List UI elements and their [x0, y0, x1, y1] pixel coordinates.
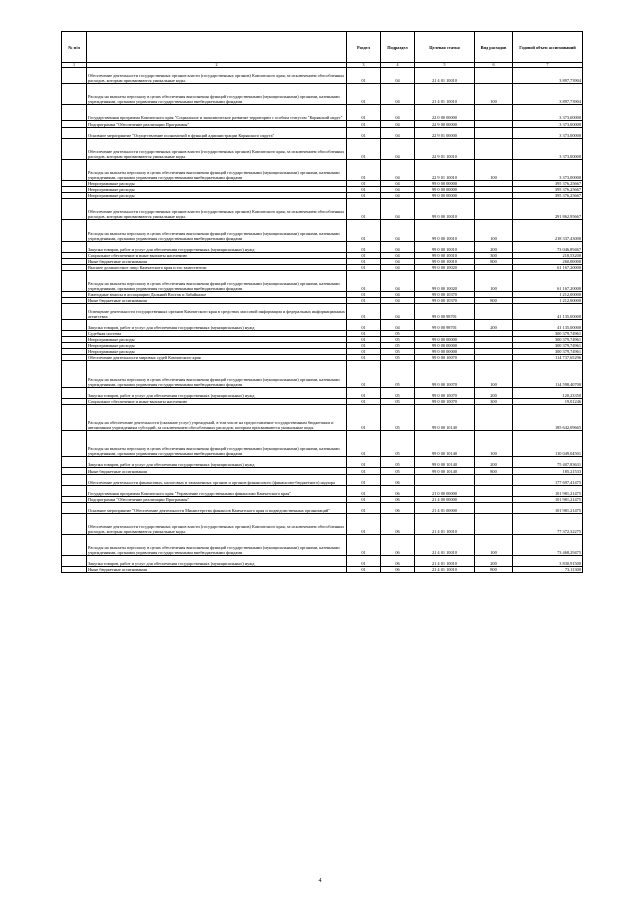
table-row: [62, 220, 583, 241]
row-expense-type: [475, 138, 513, 159]
row-expense-type: 100: [475, 431, 513, 457]
row-target-article: 99 0 00 00000: [415, 337, 475, 343]
row-podrazdel: 05: [381, 349, 415, 355]
row-target-article: 99 0 00 98701: [415, 320, 475, 331]
table-row: [62, 199, 583, 220]
row-expense-type: 800: [475, 567, 513, 573]
row-expense-type: 100: [475, 220, 513, 241]
row-name: Подпрограмма "Обеспечение реализации Программы": [87, 121, 347, 127]
row-target-article: 99 0 00 10020: [415, 270, 475, 291]
row-razdel: 01: [347, 331, 381, 337]
row-amount: 77 372,32275: [513, 513, 583, 534]
num-cell: [62, 105, 87, 121]
row-name: Непрограммные расходы: [87, 349, 347, 355]
row-podrazdel: 04: [381, 258, 415, 264]
row-amount: 395 376,25667: [513, 193, 583, 199]
row-razdel: 01: [347, 297, 381, 303]
row-razdel: 01: [347, 258, 381, 264]
row-target-article: 21 4 01 10010: [415, 68, 475, 84]
row-amount: 300 379,74961: [513, 349, 583, 355]
row-podrazdel: 05: [381, 331, 415, 337]
row-podrazdel: 06: [381, 502, 415, 513]
row-amount: 101 981,21475: [513, 502, 583, 513]
table-header: [62, 32, 583, 68]
row-name: Подпрограмма "Обеспечение реализации Программы": [87, 496, 347, 502]
row-target-article: 21 4 01 10010: [415, 567, 475, 573]
row-expense-type: 800: [475, 297, 513, 303]
row-target-article: 22 9 01 10010: [415, 138, 475, 159]
num-cell: [62, 535, 87, 556]
row-expense-type: 200: [475, 556, 513, 567]
row-target-article: 22 0 00 00000: [415, 105, 475, 121]
row-razdel: 01: [347, 252, 381, 258]
row-razdel: 01: [347, 502, 381, 513]
row-razdel: 01: [347, 457, 381, 468]
table-row: [62, 502, 583, 513]
row-name: Ежегодные взносы в ассоциацию Дальний Восток и Забайкалье: [87, 291, 347, 297]
header-podrazdel: Подраздел: [381, 32, 415, 63]
num-cell: [62, 361, 87, 387]
row-amount: 218 337,43000: [513, 220, 583, 241]
row-expense-type: 200: [475, 320, 513, 331]
row-name: Закупка товаров, работ и услуг для обеспечения государственных (муниципальных) нужд: [87, 320, 347, 331]
row-expense-type: 200: [475, 387, 513, 398]
row-target-article: 22 9 01 00000: [415, 127, 475, 138]
num-cell: [62, 159, 87, 180]
row-podrazdel: 04: [381, 105, 415, 121]
column-number: 3: [347, 63, 381, 68]
row-razdel: 01: [347, 193, 381, 199]
row-expense-type: [475, 513, 513, 534]
row-amount: 1 212,00000: [513, 291, 583, 297]
row-amount: 3 373,00000: [513, 105, 583, 121]
row-target-article: 99 0 00 10370: [415, 297, 475, 303]
row-amount: 300 379,74961: [513, 343, 583, 349]
row-podrazdel: 04: [381, 220, 415, 241]
row-target-article: 99 0 00 10010: [415, 220, 475, 241]
row-razdel: 01: [347, 468, 381, 474]
row-target-article: 21 0 00 00000: [415, 485, 475, 496]
table-row: [62, 567, 583, 573]
row-podrazdel: 04: [381, 193, 415, 199]
row-target-article: 99 0 00 10140: [415, 431, 475, 457]
row-razdel: 01: [347, 387, 381, 398]
table-row: [62, 513, 583, 534]
row-expense-type: 100: [475, 535, 513, 556]
row-podrazdel: 06: [381, 485, 415, 496]
row-razdel: 01: [347, 68, 381, 84]
row-podrazdel: 04: [381, 180, 415, 186]
header-name: [87, 32, 347, 63]
row-name: Закупка товаров, работ и услуг для обеспечения государственных (муниципальных) нужд: [87, 457, 347, 468]
table-row: [62, 431, 583, 457]
row-razdel: 01: [347, 127, 381, 138]
row-target-article: 21 4 01 00000: [415, 502, 475, 513]
row-amount: 3 373,00000: [513, 121, 583, 127]
row-amount: 101 981,21475: [513, 496, 583, 502]
row-razdel: 01: [347, 496, 381, 502]
row-target-article: 22 9 00 00000: [415, 121, 475, 127]
table-row: [62, 68, 583, 84]
row-amount: 73 046,89467: [513, 241, 583, 252]
row-amount: 114 737,65296: [513, 355, 583, 361]
column-number: 4: [381, 63, 415, 68]
row-razdel: 01: [347, 291, 381, 297]
row-expense-type: [475, 474, 513, 485]
row-razdel: 01: [347, 220, 381, 241]
row-name: Расходы на выплаты персоналу в целях обеспечения выполнения функций государственными (муниципальными) органами, казенными учреждениями, органами управления государственными внебюджетными фондами: [87, 535, 347, 556]
row-amount: 75 407,83631: [513, 457, 583, 468]
table-row: [62, 556, 583, 567]
row-name: Расходы на выплаты персоналу в целях обеспечения выполнения функций государственными (муниципальными) органами, казенными учреждениями, органами управления государственными внебюджетными фондами: [87, 431, 347, 457]
row-amount: 218,53200: [513, 252, 583, 258]
num-cell: [62, 567, 87, 573]
row-target-article: 99 0 00 10020: [415, 264, 475, 270]
row-razdel: 01: [347, 337, 381, 343]
row-target-article: 99 0 00 00000: [415, 193, 475, 199]
row-podrazdel: 04: [381, 264, 415, 270]
row-target-article: 99 0 00 00000: [415, 180, 475, 186]
row-amount: 73,11300: [513, 567, 583, 573]
row-expense-type: 100: [475, 361, 513, 387]
row-razdel: 01: [347, 343, 381, 349]
row-podrazdel: 06: [381, 567, 415, 573]
row-target-article: 99 0 00 10070: [415, 387, 475, 398]
row-podrazdel: 05: [381, 404, 415, 430]
row-expense-type: 100: [475, 84, 513, 105]
row-razdel: 01: [347, 187, 381, 193]
row-podrazdel: 05: [381, 387, 415, 398]
row-name: Высшее должностное лицо Камчатского края и его заместители: [87, 264, 347, 270]
row-amount: 120,23350: [513, 387, 583, 398]
row-razdel: 01: [347, 431, 381, 457]
row-podrazdel: 05: [381, 457, 415, 468]
row-podrazdel: 04: [381, 320, 415, 331]
row-podrazdel: 04: [381, 291, 415, 297]
row-razdel: 01: [347, 485, 381, 496]
column-number: 6: [475, 63, 513, 68]
row-target-article: 99 0 00 10140: [415, 404, 475, 430]
row-amount: 101 981,21475: [513, 485, 583, 496]
row-razdel: 01: [347, 264, 381, 270]
num-cell: [62, 502, 87, 513]
row-podrazdel: 06: [381, 535, 415, 556]
row-expense-type: 200: [475, 241, 513, 252]
row-name: Государственная программа Камчатского края "Управление государственными финансами Камчатского края": [87, 485, 347, 496]
row-razdel: 01: [347, 474, 381, 485]
table-row: [62, 138, 583, 159]
row-name: Расходы на выплаты персоналу в целях обеспечения выполнения функций государственными (муниципальными) органами, казенными учреждениями, органами управления государственными внебюджетными фондами: [87, 84, 347, 105]
row-amount: 41 135,00000: [513, 320, 583, 331]
row-expense-type: 100: [475, 270, 513, 291]
row-amount: 3 373,00000: [513, 127, 583, 138]
row-amount: 177 697,41475: [513, 474, 583, 485]
row-target-article: 22 9 01 10010: [415, 159, 475, 180]
row-podrazdel: 04: [381, 84, 415, 105]
row-name: Расходы на выплаты персоналу в целях обеспечения выполнения функций государственными (муниципальными) органами, казенными учреждениями, органами управления государственными внебюджетными фондами: [87, 159, 347, 180]
num-cell: [62, 404, 87, 430]
table-body: [62, 68, 583, 573]
row-podrazdel: 04: [381, 159, 415, 180]
row-razdel: 01: [347, 159, 381, 180]
row-target-article: 21 4 01 10010: [415, 556, 475, 567]
num-cell: [62, 84, 87, 105]
row-name: Иные бюджетные ассигнования: [87, 468, 347, 474]
row-razdel: 01: [347, 84, 381, 105]
row-expense-type: 800: [475, 258, 513, 264]
row-expense-type: [475, 304, 513, 320]
num-cell: [62, 241, 87, 252]
row-podrazdel: 04: [381, 68, 415, 84]
table-row: [62, 474, 583, 485]
table-row: [62, 457, 583, 468]
row-expense-type: [475, 105, 513, 121]
row-amount: 1 212,00000: [513, 297, 583, 303]
row-podrazdel: 05: [381, 361, 415, 387]
row-razdel: 01: [347, 320, 381, 331]
row-name: Иные бюджетные ассигнования: [87, 258, 347, 264]
table-row: [62, 241, 583, 252]
num-cell: [62, 485, 87, 496]
row-expense-type: 800: [475, 468, 513, 474]
table-row: [62, 270, 583, 291]
row-razdel: 01: [347, 121, 381, 127]
table-row: [62, 304, 583, 320]
row-podrazdel: 04: [381, 121, 415, 127]
row-razdel: 01: [347, 513, 381, 534]
num-cell: [62, 387, 87, 398]
row-name: Обеспечение деятельности государственных органов власти (государственных органов) Камчатского края, за исключением обособленных расходов, которым присваиваются уникальные коды.: [87, 138, 347, 159]
row-razdel: 01: [347, 241, 381, 252]
row-name: Закупка товаров, работ и услуг для обеспечения государственных (муниципальных) нужд: [87, 556, 347, 567]
row-expense-type: [475, 404, 513, 430]
row-target-article: 21 4 00 00000: [415, 496, 475, 502]
row-podrazdel: 04: [381, 138, 415, 159]
header-expense-type: Вид расходов: [475, 32, 513, 63]
column-number: 2: [87, 63, 347, 68]
row-amount: 395 376,25667: [513, 180, 583, 186]
row-target-article: 99 0 00 00000: [415, 343, 475, 349]
row-amount: 3 897,73904: [513, 68, 583, 84]
row-razdel: 01: [347, 567, 381, 573]
row-razdel: 01: [347, 355, 381, 361]
page-number: 4: [318, 878, 322, 884]
row-target-article: 99 0 00 10140: [415, 457, 475, 468]
row-razdel: 01: [347, 349, 381, 355]
table-row: [62, 105, 583, 121]
row-target-article: 99 0 00 10370: [415, 291, 475, 297]
row-name: Непрограммные расходы: [87, 180, 347, 186]
row-amount: 3 373,00000: [513, 159, 583, 180]
row-name: Непрограммные расходы: [87, 337, 347, 343]
row-expense-type: [475, 68, 513, 84]
num-cell: [62, 320, 87, 331]
row-podrazdel: 04: [381, 127, 415, 138]
row-podrazdel: 04: [381, 241, 415, 252]
num-cell: [62, 304, 87, 320]
row-name: Социальное обеспечение и иные выплаты населению: [87, 398, 347, 404]
row-expense-type: [475, 502, 513, 513]
row-podrazdel: 06: [381, 474, 415, 485]
row-razdel: 01: [347, 535, 381, 556]
header-annual-amount: Годовой объем ассигнований: [513, 32, 583, 63]
row-name: Иные бюджетные ассигнования: [87, 567, 347, 573]
row-name: Государственная программа Камчатского края "Социальное и экономическое развитие территории с особым статусом "Корякский округ": [87, 105, 347, 121]
row-podrazdel: 06: [381, 556, 415, 567]
row-name: Расходы на выплаты персоналу в целях обеспечения выполнения функций государственными (муниципальными) органами, казенными учреждениями, органами управления государственными внебюджетными фондами: [87, 361, 347, 387]
row-name: Расходы на обеспечение деятельности (оказание услуг) учреждений, в том числе на предоставление государственным бюджетным и автономным учреждениям субсидий, за исключением обособленных расходов, которым присваиваются уникальные коды.: [87, 404, 347, 430]
row-target-article: 21 4 01 10010: [415, 84, 475, 105]
row-target-article: 99 0 00 10010: [415, 258, 475, 264]
row-target-article: 21 4 01 10010: [415, 535, 475, 556]
row-amount: 3 830,91500: [513, 556, 583, 567]
table-row: [62, 387, 583, 398]
row-expense-type: [475, 485, 513, 496]
table-row: [62, 485, 583, 496]
table-row: [62, 361, 583, 387]
row-name: Закупка товаров, работ и услуг для обеспечения государственных (муниципальных) нужд: [87, 387, 347, 398]
column-number: 1: [62, 63, 87, 68]
row-target-article: 99 0 00 10070: [415, 398, 475, 404]
row-amount: 61 167,20000: [513, 264, 583, 270]
row-razdel: 01: [347, 270, 381, 291]
row-name: Судебная система: [87, 331, 347, 337]
row-expense-type: 100: [475, 159, 513, 180]
row-razdel: 01: [347, 556, 381, 567]
num-cell: [62, 431, 87, 457]
table-row: [62, 127, 583, 138]
table-row: [62, 320, 583, 331]
table-row: [62, 535, 583, 556]
num-cell: [62, 556, 87, 567]
row-target-article: 99 0 00 10010: [415, 241, 475, 252]
num-cell: [62, 127, 87, 138]
row-amount: 291 862,95667: [513, 199, 583, 220]
table-row: [62, 404, 583, 430]
row-name: Обеспечение деятельности государственных органов власти (государственных органов) Камчатского края, за исключением обособленных расходов, которым присваиваются уникальные коды.: [87, 199, 347, 220]
row-name: Обеспечение деятельности мировых судей Камчатского края: [87, 355, 347, 361]
num-cell: [62, 474, 87, 485]
row-amount: 114 598,40700: [513, 361, 583, 387]
row-razdel: 01: [347, 404, 381, 430]
num-cell: [62, 457, 87, 468]
row-name: Обеспечение деятельности государственных органов власти (государственных органов) Камчатского края, за исключением обособленных расходов, которым присваиваются уникальные коды.: [87, 513, 347, 534]
num-cell: [62, 138, 87, 159]
row-podrazdel: 05: [381, 468, 415, 474]
budget-table: [61, 31, 583, 573]
row-name: Расходы на выплаты персоналу в целях обеспечения выполнения функций государственными (муниципальными) органами, казенными учреждениями, органами управления государственными внебюджетными фондами: [87, 220, 347, 241]
row-expense-type: [475, 127, 513, 138]
table-row: [62, 84, 583, 105]
row-razdel: 01: [347, 398, 381, 404]
row-target-article: 99 0 00 10010: [415, 199, 475, 220]
row-name: Социальное обеспечение и иные выплаты населению: [87, 252, 347, 258]
row-target-article: 99 0 00 00000: [415, 187, 475, 193]
row-razdel: 01: [347, 199, 381, 220]
row-target-article: 99 0 00 00000: [415, 349, 475, 355]
row-amount: 185,21533: [513, 468, 583, 474]
row-podrazdel: 05: [381, 431, 415, 457]
row-name: Обеспечение деятельности государственных органов власти (государственных органов) Камчатского края, за исключением обособленных расходов, которым присваиваются уникальные коды.: [87, 68, 347, 84]
row-amount: 185 642,09665: [513, 404, 583, 430]
row-amount: 110 049,04501: [513, 431, 583, 457]
row-razdel: 01: [347, 105, 381, 121]
column-number: 7: [513, 63, 583, 68]
row-podrazdel: 06: [381, 513, 415, 534]
row-podrazdel: 04: [381, 199, 415, 220]
row-razdel: 01: [347, 138, 381, 159]
row-amount: 73 468,29475: [513, 535, 583, 556]
table-row: [62, 159, 583, 180]
row-expense-type: 300: [475, 252, 513, 258]
num-cell: [62, 199, 87, 220]
row-amount: 3 373,00000: [513, 138, 583, 159]
row-name: Освещение деятельности государственных органов Камчатского края в средствах массовой информации и федеральных информационных агентствах: [87, 304, 347, 320]
row-podrazdel: 06: [381, 496, 415, 502]
row-podrazdel: 05: [381, 398, 415, 404]
row-amount: 61 167,20000: [513, 270, 583, 291]
row-amount: 260,00000: [513, 258, 583, 264]
row-target-article: [415, 474, 475, 485]
row-podrazdel: 05: [381, 355, 415, 361]
row-amount: 19,01246: [513, 398, 583, 404]
row-podrazdel: 04: [381, 304, 415, 320]
row-podrazdel: 04: [381, 297, 415, 303]
row-expense-type: [475, 199, 513, 220]
row-name: Расходы на выплаты персоналу в целях обеспечения выполнения функций государственными (муниципальными) органами, казенными учреждениями, органами управления государственными внебюджетными фондами: [87, 270, 347, 291]
row-podrazdel: 04: [381, 252, 415, 258]
row-podrazdel: 04: [381, 270, 415, 291]
row-expense-type: 300: [475, 398, 513, 404]
row-target-article: 21 4 01 10010: [415, 513, 475, 534]
row-amount: 300 379,74961: [513, 331, 583, 337]
num-cell: [62, 513, 87, 534]
num-cell: [62, 220, 87, 241]
row-target-article: 99 0 00 10010: [415, 252, 475, 258]
row-podrazdel: 05: [381, 337, 415, 343]
num-cell: [62, 68, 87, 84]
row-razdel: 01: [347, 180, 381, 186]
row-name: Закупка товаров, работ и услуг для обеспечения государственных (муниципальных) нужд: [87, 241, 347, 252]
row-amount: 395 376,25667: [513, 187, 583, 193]
header-razdel: Раздел: [347, 32, 381, 63]
row-name: Непрограммные расходы: [87, 343, 347, 349]
row-razdel: 01: [347, 361, 381, 387]
row-name: Основное мероприятие "Обеспечение деятельности Министерства финансов Камчатского края и подведомственных организаций": [87, 502, 347, 513]
row-name: Непрограммные расходы: [87, 193, 347, 199]
row-expense-type: 200: [475, 457, 513, 468]
column-number: 5: [415, 63, 475, 68]
row-name: Иные бюджетные ассигнования: [87, 297, 347, 303]
header-target-article: Целевая статья: [415, 32, 475, 63]
header-num: № п/п: [62, 32, 87, 63]
row-podrazdel: 05: [381, 343, 415, 349]
row-target-article: 99 0 00 98701: [415, 304, 475, 320]
row-amount: 300 379,74961: [513, 337, 583, 343]
row-name: Непрограммные расходы: [87, 187, 347, 193]
row-target-article: 99 0 00 10140: [415, 468, 475, 474]
row-razdel: 01: [347, 304, 381, 320]
row-podrazdel: 04: [381, 187, 415, 193]
row-name: Обеспечение деятельности финансовых, налоговых и таможенных органов и органов финансового (финансово-бюджетного) надзора: [87, 474, 347, 485]
row-amount: 3 897,73904: [513, 84, 583, 105]
row-name: Основное мероприятие "Осуществление полномочий в функций администрации Корякского округа": [87, 127, 347, 138]
row-target-article: 99 0 00 10070: [415, 355, 475, 361]
row-amount: 41 135,00000: [513, 304, 583, 320]
row-target-article: 99 0 00 10070: [415, 361, 475, 387]
num-cell: [62, 270, 87, 291]
